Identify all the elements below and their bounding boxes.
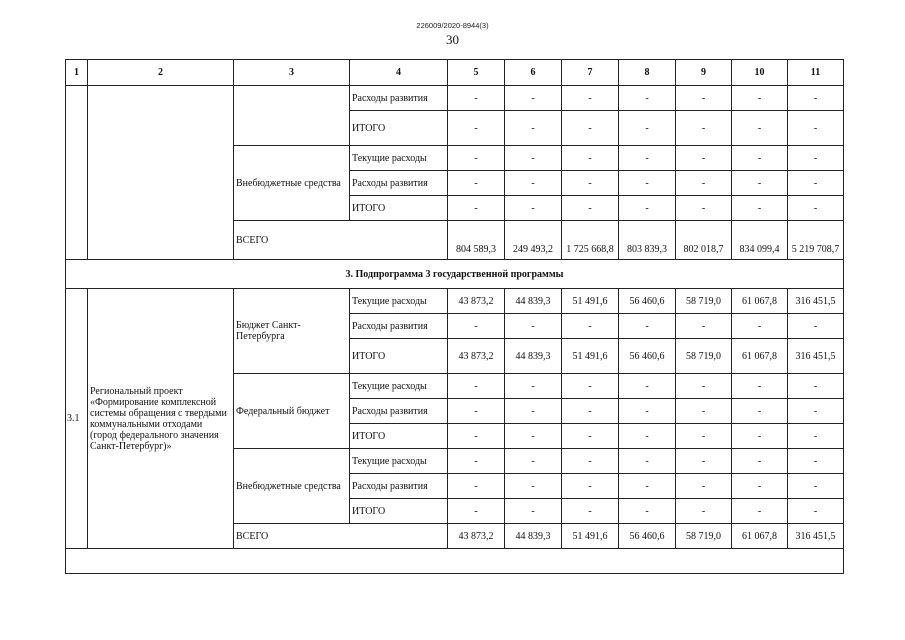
value-cell: - bbox=[732, 146, 788, 171]
column-number-row bbox=[66, 60, 844, 86]
value-cell: - bbox=[448, 111, 505, 146]
funding-source-label: Внебюджетные средства bbox=[234, 146, 350, 221]
value-cell: 316 451,5 bbox=[788, 289, 844, 314]
total-value-cell: 1 725 668,8 bbox=[562, 221, 619, 260]
value-cell: - bbox=[732, 86, 788, 111]
value-cell: - bbox=[732, 474, 788, 499]
value-cell: - bbox=[619, 171, 676, 196]
value-cell: - bbox=[448, 171, 505, 196]
value-cell: - bbox=[448, 499, 505, 524]
value-cell: - bbox=[562, 449, 619, 474]
value-cell: - bbox=[562, 499, 619, 524]
expense-type-label: Текущие расходы bbox=[350, 289, 448, 314]
value-cell: - bbox=[505, 424, 562, 449]
value-cell: - bbox=[676, 171, 732, 196]
budget-table bbox=[65, 59, 844, 574]
total-value-cell: 61 067,8 bbox=[732, 524, 788, 549]
value-cell: - bbox=[788, 424, 844, 449]
funding-source-label: Бюджет Санкт-Петербурга bbox=[234, 289, 350, 374]
value-cell: - bbox=[448, 399, 505, 424]
column-header: 10 bbox=[732, 60, 788, 86]
value-cell: - bbox=[562, 111, 619, 146]
page-number: 30 bbox=[446, 32, 459, 47]
expense-type-label: ИТОГО bbox=[350, 196, 448, 221]
table-row bbox=[66, 289, 844, 314]
value-cell: - bbox=[676, 146, 732, 171]
value-cell: 44 839,3 bbox=[505, 339, 562, 374]
expense-type-label: ИТОГО bbox=[350, 499, 448, 524]
total-value-cell: 803 839,3 bbox=[619, 221, 676, 260]
value-cell: - bbox=[619, 399, 676, 424]
value-cell: 51 491,6 bbox=[562, 289, 619, 314]
cell-empty bbox=[234, 86, 350, 146]
total-value-cell: 43 873,2 bbox=[448, 524, 505, 549]
column-header: 11 bbox=[788, 60, 844, 86]
expense-type-label: Расходы развития bbox=[350, 86, 448, 111]
total-value-cell: 56 460,6 bbox=[619, 524, 676, 549]
total-value-cell: 51 491,6 bbox=[562, 524, 619, 549]
value-cell: 43 873,2 bbox=[448, 339, 505, 374]
column-header: 5 bbox=[448, 60, 505, 86]
document-code: 226009/2020-8944(3) bbox=[416, 21, 489, 30]
cell-empty bbox=[88, 86, 234, 260]
value-cell: - bbox=[448, 314, 505, 339]
value-cell: - bbox=[732, 399, 788, 424]
column-header: 6 bbox=[505, 60, 562, 86]
value-cell: - bbox=[448, 146, 505, 171]
expense-type-label: ИТОГО bbox=[350, 424, 448, 449]
total-label: ВСЕГО bbox=[234, 221, 448, 260]
value-cell: - bbox=[505, 86, 562, 111]
cell-empty bbox=[66, 86, 88, 260]
value-cell: - bbox=[732, 111, 788, 146]
value-cell: - bbox=[732, 171, 788, 196]
value-cell: - bbox=[732, 499, 788, 524]
value-cell: - bbox=[619, 424, 676, 449]
column-header: 9 bbox=[676, 60, 732, 86]
value-cell: - bbox=[448, 374, 505, 399]
total-value-cell: 316 451,5 bbox=[788, 524, 844, 549]
value-cell: - bbox=[676, 499, 732, 524]
value-cell: - bbox=[619, 449, 676, 474]
value-cell: - bbox=[676, 314, 732, 339]
value-cell: - bbox=[562, 86, 619, 111]
total-label: ВСЕГО bbox=[234, 524, 448, 549]
value-cell: 51 491,6 bbox=[562, 339, 619, 374]
column-header: 8 bbox=[619, 60, 676, 86]
value-cell: - bbox=[619, 111, 676, 146]
value-cell: - bbox=[505, 111, 562, 146]
expense-type-label: Текущие расходы bbox=[350, 449, 448, 474]
value-cell: - bbox=[676, 86, 732, 111]
value-cell: - bbox=[619, 499, 676, 524]
value-cell: - bbox=[505, 399, 562, 424]
value-cell: - bbox=[619, 314, 676, 339]
project-number: 3.1 bbox=[66, 289, 88, 549]
value-cell: - bbox=[448, 86, 505, 111]
expense-type-label: Расходы развития bbox=[350, 314, 448, 339]
value-cell: - bbox=[676, 399, 732, 424]
value-cell: - bbox=[448, 474, 505, 499]
total-value-cell: 58 719,0 bbox=[676, 524, 732, 549]
value-cell: - bbox=[505, 449, 562, 474]
value-cell: 56 460,6 bbox=[619, 289, 676, 314]
value-cell: - bbox=[448, 424, 505, 449]
value-cell: - bbox=[619, 474, 676, 499]
value-cell: 44 839,3 bbox=[505, 289, 562, 314]
value-cell: - bbox=[788, 171, 844, 196]
value-cell: - bbox=[788, 374, 844, 399]
project-name: Региональный проект «Формирование комплексной системы обращения с твердыми коммунальными отходами (город федерального значения Санкт-Петербург)» bbox=[88, 289, 234, 549]
value-cell: - bbox=[788, 399, 844, 424]
expense-type-label: Расходы развития bbox=[350, 171, 448, 196]
value-cell: - bbox=[619, 146, 676, 171]
expense-type-label: ИТОГО bbox=[350, 339, 448, 374]
value-cell: - bbox=[788, 86, 844, 111]
value-cell: - bbox=[676, 449, 732, 474]
value-cell: - bbox=[676, 111, 732, 146]
value-cell: - bbox=[676, 474, 732, 499]
value-cell: - bbox=[732, 374, 788, 399]
value-cell: - bbox=[505, 171, 562, 196]
value-cell: 58 719,0 bbox=[676, 339, 732, 374]
value-cell: - bbox=[788, 111, 844, 146]
value-cell: 58 719,0 bbox=[676, 289, 732, 314]
funding-source-label: Федеральный бюджет bbox=[234, 374, 350, 449]
value-cell: - bbox=[619, 374, 676, 399]
total-value-cell: 802 018,7 bbox=[676, 221, 732, 260]
value-cell: - bbox=[562, 196, 619, 221]
value-cell: - bbox=[788, 146, 844, 171]
value-cell: - bbox=[676, 424, 732, 449]
total-value-cell: 804 589,3 bbox=[448, 221, 505, 260]
cell-empty bbox=[66, 549, 844, 574]
value-cell: - bbox=[448, 449, 505, 474]
value-cell: - bbox=[505, 499, 562, 524]
value-cell: - bbox=[676, 196, 732, 221]
total-value-cell: 44 839,3 bbox=[505, 524, 562, 549]
value-cell: 61 067,8 bbox=[732, 339, 788, 374]
value-cell: - bbox=[505, 474, 562, 499]
value-cell: - bbox=[562, 374, 619, 399]
total-value-cell: 834 099,4 bbox=[732, 221, 788, 260]
section-title: 3. Подпрограмма 3 государственной программы bbox=[66, 260, 844, 289]
value-cell: - bbox=[448, 196, 505, 221]
value-cell: - bbox=[562, 474, 619, 499]
value-cell: - bbox=[788, 196, 844, 221]
value-cell: - bbox=[619, 196, 676, 221]
value-cell: - bbox=[788, 499, 844, 524]
expense-type-label: Текущие расходы bbox=[350, 374, 448, 399]
column-header: 3 bbox=[234, 60, 350, 86]
table-row bbox=[66, 86, 844, 111]
expense-type-label: ИТОГО bbox=[350, 111, 448, 146]
value-cell: - bbox=[619, 86, 676, 111]
value-cell: 316 451,5 bbox=[788, 339, 844, 374]
expense-type-label: Текущие расходы bbox=[350, 146, 448, 171]
value-cell: - bbox=[788, 474, 844, 499]
column-header: 2 bbox=[88, 60, 234, 86]
value-cell: 56 460,6 bbox=[619, 339, 676, 374]
value-cell: - bbox=[562, 399, 619, 424]
column-header: 4 bbox=[350, 60, 448, 86]
value-cell: 43 873,2 bbox=[448, 289, 505, 314]
funding-source-label: Внебюджетные средства bbox=[234, 449, 350, 524]
total-value-cell: 5 219 708,7 bbox=[788, 221, 844, 260]
value-cell: - bbox=[732, 196, 788, 221]
expense-type-label: Расходы развития bbox=[350, 474, 448, 499]
column-header: 7 bbox=[562, 60, 619, 86]
value-cell: - bbox=[788, 314, 844, 339]
value-cell: - bbox=[505, 146, 562, 171]
value-cell: - bbox=[732, 314, 788, 339]
column-header: 1 bbox=[66, 60, 88, 86]
total-value-cell: 249 493,2 bbox=[505, 221, 562, 260]
value-cell: 61 067,8 bbox=[732, 289, 788, 314]
value-cell: - bbox=[788, 449, 844, 474]
value-cell: - bbox=[732, 449, 788, 474]
table-row bbox=[66, 549, 844, 574]
expense-type-label: Расходы развития bbox=[350, 399, 448, 424]
value-cell: - bbox=[562, 314, 619, 339]
value-cell: - bbox=[505, 314, 562, 339]
value-cell: - bbox=[562, 146, 619, 171]
section-row bbox=[66, 260, 844, 289]
value-cell: - bbox=[505, 196, 562, 221]
value-cell: - bbox=[676, 374, 732, 399]
value-cell: - bbox=[562, 171, 619, 196]
value-cell: - bbox=[732, 424, 788, 449]
value-cell: - bbox=[562, 424, 619, 449]
value-cell: - bbox=[505, 374, 562, 399]
